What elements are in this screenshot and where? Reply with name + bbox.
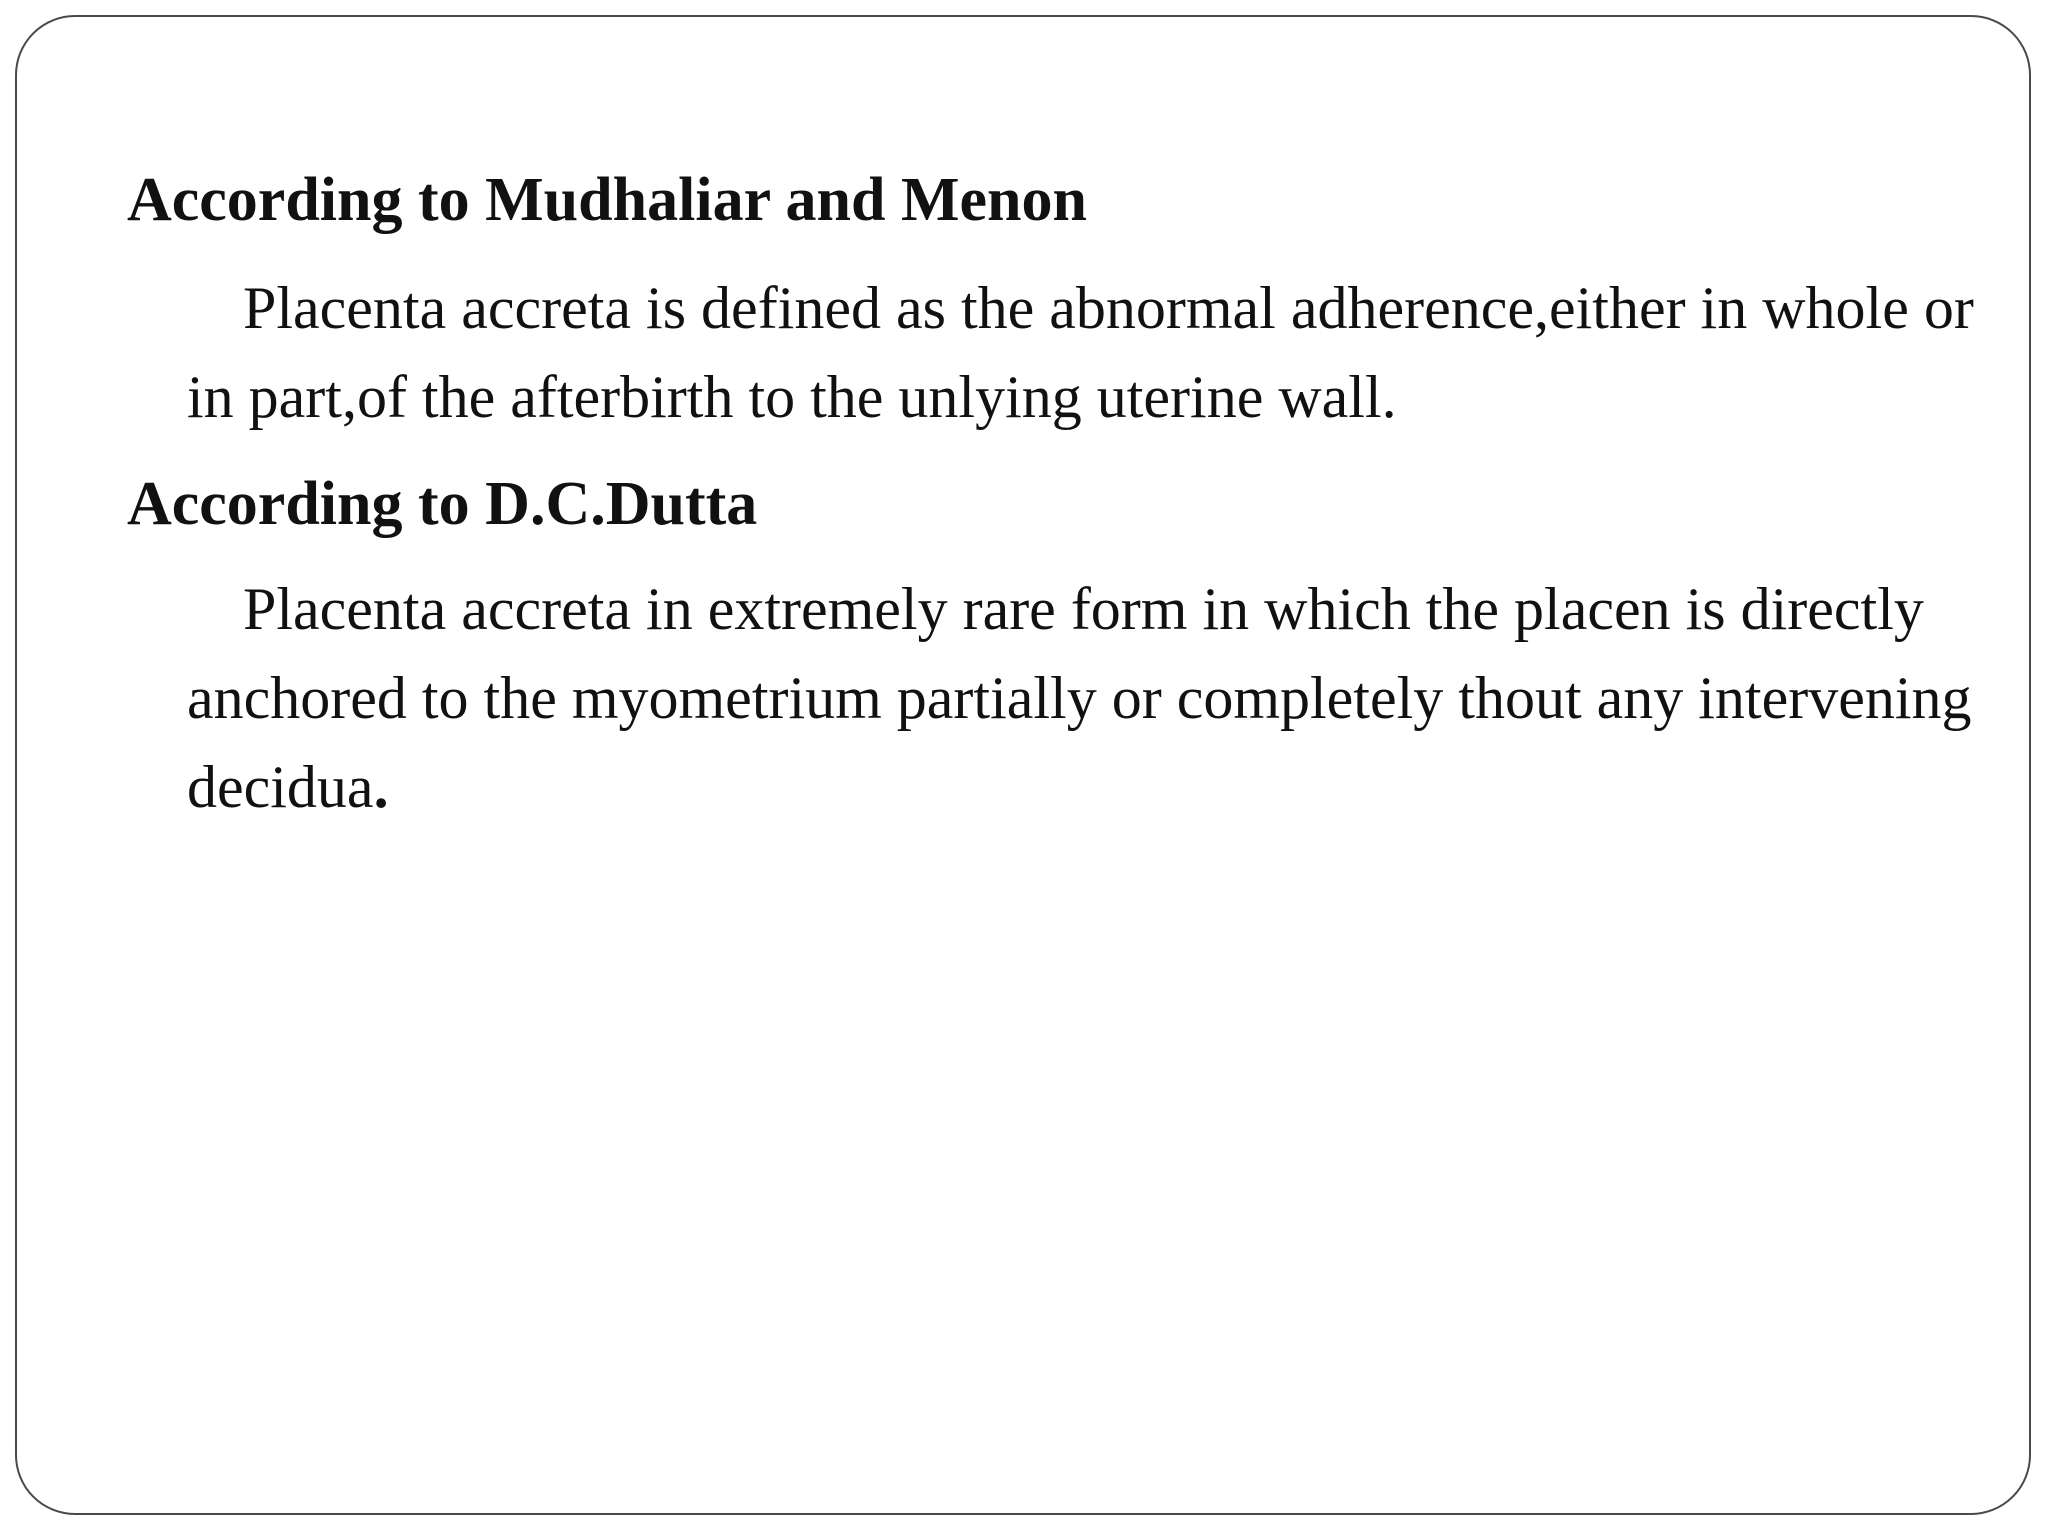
section-heading-mudhaliar-menon: According to Mudhaliar and Menon [127,166,1087,234]
definition-text-dc-dutta: Placenta accreta in extremely rare form in which the placen is directly anchored to the myometrium partially or completely thout any intervening decidua [187,576,1972,820]
definition-paragraph-dc-dutta [187,565,2017,832]
slide-content [17,17,2029,1513]
definition-paragraph-mudhaliar-menon: Placenta accreta is defined as the abnormal adherence,either in whole or in part,of the afterbirth to the unlying uterine wall. [187,275,1974,430]
definition-end-period: . [373,754,389,820]
section-heading-dc-dutta: According to D.C.Dutta [127,470,758,538]
slide-frame [15,15,2031,1515]
